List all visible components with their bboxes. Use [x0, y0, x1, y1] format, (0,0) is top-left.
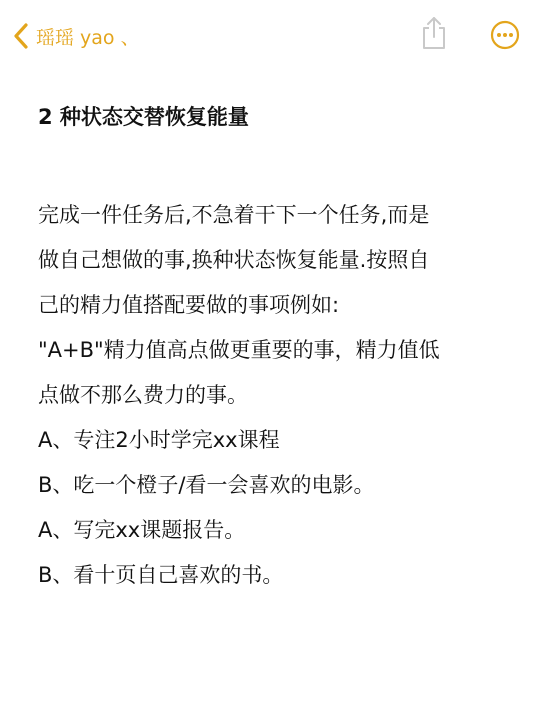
note-line: 己的精力值搭配要做的事项例如: [38, 293, 340, 317]
more-circle-icon [490, 35, 520, 54]
share-icon [419, 36, 449, 55]
share-button[interactable] [419, 15, 449, 51]
note-line: B、看十页自己喜欢的书。 [38, 563, 284, 587]
chevron-left-icon [12, 22, 30, 50]
note-line: 点做不那么费力的事。 [38, 383, 248, 407]
note-body [38, 193, 513, 598]
note-line: 做自己想做的事,换种状态恢复能量.按照自 [38, 248, 430, 272]
note-line: "A+B"精力值高点做更重要的事，精力值低 [38, 338, 440, 362]
back-button-label: 瑶瑶 yao 、 [36, 26, 140, 49]
navigation-bar [0, 0, 540, 72]
note-line: A、写完xx课题报告。 [38, 518, 246, 542]
note-line: A、专注2小时学完xx课程 [38, 428, 280, 452]
note-title: 2 种状态交替恢复能量 [38, 105, 249, 129]
back-button[interactable] [12, 20, 140, 52]
note-content[interactable] [38, 96, 513, 598]
note-line: B、吃一个橙子/看一会喜欢的电影。 [38, 473, 375, 497]
note-line: 完成一件任务后,不急着干下一个任务,而是 [38, 203, 430, 227]
more-button[interactable] [490, 20, 520, 50]
